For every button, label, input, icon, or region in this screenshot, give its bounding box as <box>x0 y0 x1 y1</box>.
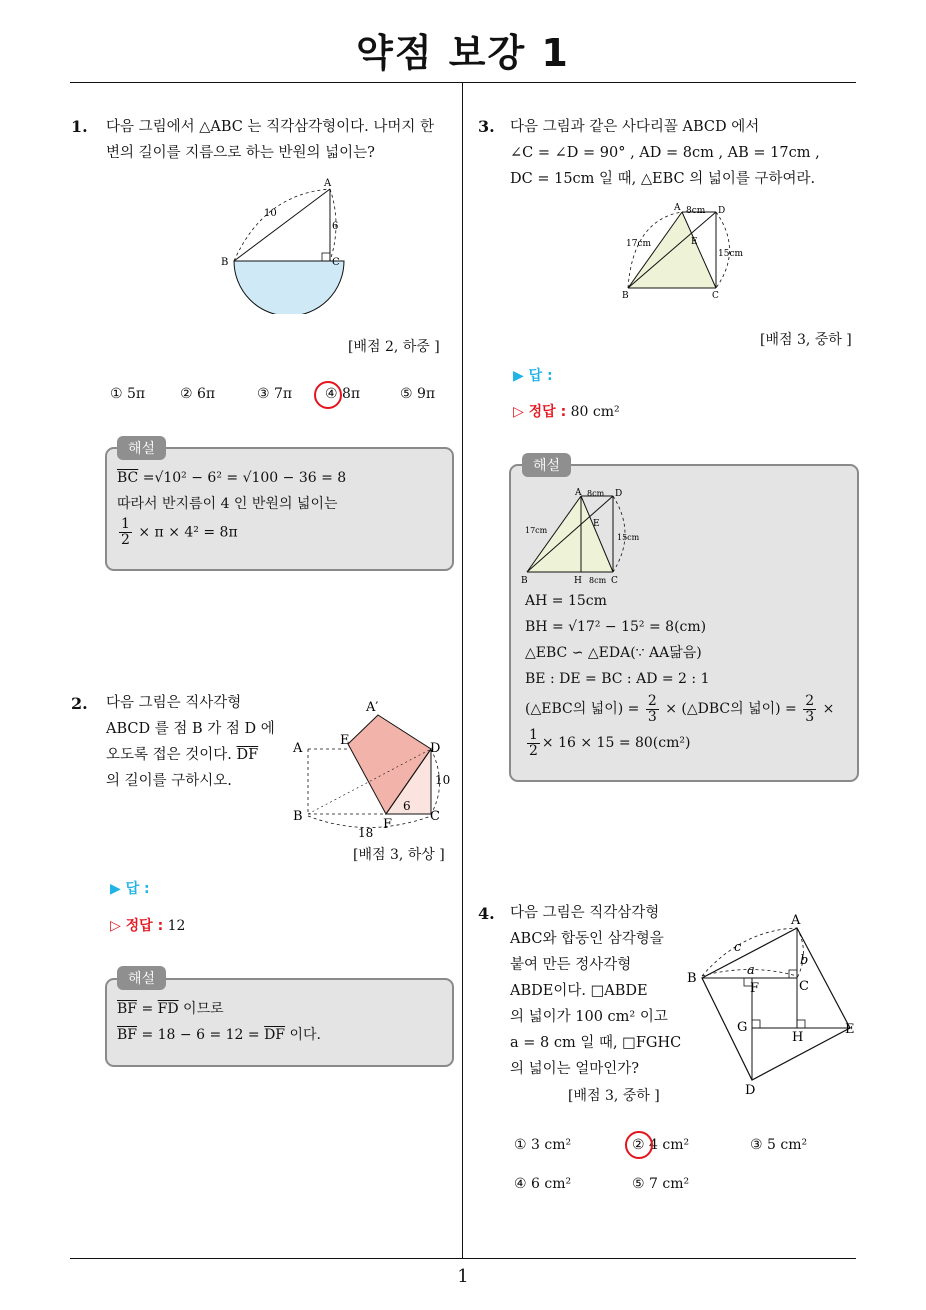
q3-sol-fig-right: 15cm <box>617 533 640 542</box>
q3-sol-fig-bottom: 8cm <box>589 576 607 585</box>
q1-sol-line1-rest: =√10² − 6² = √100 − 36 = 8 <box>138 470 347 486</box>
q2-text-line2: ABCD 를 점 B 가 점 D 에 <box>106 721 275 737</box>
q3-solution-tag: 해설 <box>522 453 571 477</box>
q1-sol-line3 <box>117 517 346 548</box>
q1-number: 1. <box>71 117 88 136</box>
q4-text-line6: a = 8 cm 일 때, □FGHC <box>510 1035 682 1051</box>
q2-number: 2. <box>71 694 88 713</box>
q4-text-line3: 붙여 만든 정사각형 <box>510 957 632 973</box>
q3-sol-frac2-num: 2 <box>805 692 815 709</box>
q2-text-line3-text: 오도록 접은 것이다. <box>106 747 232 763</box>
q3-sol-line6-rest: × 16 × 15 = 80(cm²) <box>541 735 691 751</box>
q4-fig-label-a-small: a <box>747 963 755 978</box>
q3-fig-label-b: B <box>622 291 629 301</box>
q1-sol-bc: $\overline{BC}$ <box>117 470 139 486</box>
q3-meta: [배점 3, 중하 ] <box>760 332 852 348</box>
q3-fig-label-e: E <box>691 237 698 247</box>
page-number: 1 <box>457 1266 469 1287</box>
q4-fig-label-a: A <box>791 913 801 928</box>
q4-choices-row1 <box>514 1137 840 1153</box>
q3-sol-fig-h: H <box>574 576 582 586</box>
q1-sol-line1 <box>117 465 346 491</box>
q4-fig-label-h: H <box>792 1030 804 1045</box>
q3-sol-frac-1 <box>646 694 659 725</box>
q2-sol-df: $\overline{DF}$ <box>264 1027 286 1043</box>
q1-sol-line3-rest: × π × 4² = 8π <box>138 524 238 541</box>
q4-text-line5: 의 넓이가 100 cm² 이고 <box>510 1009 668 1025</box>
q3-sol-fig-a: A <box>575 488 582 498</box>
q1-solution-body <box>117 465 346 548</box>
q1-choice-1[interactable]: ① 5π <box>110 386 146 402</box>
q3-sol-line5-a: (△EBC의 넓이) = <box>525 701 644 717</box>
q2-fig-label-side: 10 <box>435 773 451 787</box>
q3-fig-label-a: A <box>674 203 681 213</box>
q1-choice-4[interactable]: ④ 8π <box>325 386 361 402</box>
q4-fig-label-c: C <box>799 979 809 994</box>
q1-text <box>106 114 434 166</box>
q3-correct-value: 80 cm² <box>570 404 620 420</box>
q3-text-line2: ∠C = ∠D = 90° , AD = 8cm , AB = 17cm , <box>510 145 820 161</box>
q3-sol-fig-top: 8cm <box>587 489 605 498</box>
q1-text-line1: 다음 그림에서 △ABC 는 직각삼각형이다. 나머지 한 <box>106 119 435 135</box>
q1-text-line2: 변의 길이를 지름으로 하는 반원의 넓이는? <box>106 145 375 161</box>
q1-solution-tag: 해설 <box>117 436 166 460</box>
q3-sol-line5: (△EBC의 넓이) = $\frac{2}{3}$ × (△DBC의 넓이) = $\frac{2}{3}$ × <box>525 692 835 725</box>
q2-text-line3 <box>106 742 275 768</box>
q4-text-line2: ABC와 합동인 삼각형을 <box>510 931 664 947</box>
q1-sol-line2: 따라서 반지름이 4 인 반원의 넓이는 <box>117 496 338 512</box>
q2-fig-label-f: F <box>383 817 393 832</box>
q3-sol-frac2-den: 3 <box>805 708 815 725</box>
footer-rule <box>70 1258 856 1259</box>
q3-fig-label-right: 15cm <box>718 249 744 259</box>
q3-fig-label-d: D <box>718 206 726 216</box>
q3-solution-box <box>509 464 859 782</box>
q2-fig-label-a: A <box>293 741 303 756</box>
q3-sol-line5-b: × (△DBC의 넓이) = <box>660 701 802 717</box>
q1-choice-5[interactable]: ⑤ 9π <box>400 386 436 402</box>
q1-selected-mark <box>314 381 342 409</box>
q3-answer-label[interactable]: ▶ 답 : <box>513 368 553 384</box>
header-rule <box>70 82 856 83</box>
q2-answer-label[interactable]: ▶ 답 : <box>110 881 150 897</box>
q3-sol-fig-left: 17cm <box>525 526 548 535</box>
q2-sol-bf: $\overline{BF}$ <box>117 1001 138 1017</box>
q3-sol-fig-e: E <box>593 519 600 529</box>
q3-correct-label: ▷ 정답 : <box>513 404 567 420</box>
q4-text-line7: 의 넓이는 얼마인가? <box>510 1061 640 1077</box>
q4-fig-label-b-small: b <box>800 953 809 968</box>
q2-text-line1: 다음 그림은 직사각형 <box>106 695 242 711</box>
q3-sol-frac3-den: 2 <box>529 742 538 759</box>
q4-choice-5[interactable]: ⑤ 7 cm² <box>632 1176 690 1192</box>
q2-meta: [배점 3, 하상 ] <box>353 847 445 863</box>
q3-sol-fig-d: D <box>615 489 623 499</box>
q3-fig-label-left: 17cm <box>626 239 652 249</box>
q3-sol-line1: AH = 15cm <box>525 593 607 609</box>
q1-fig-label-a: A <box>324 178 332 189</box>
q3-sol-line6 <box>525 726 834 760</box>
q2-fig-label-fc: 6 <box>403 799 411 813</box>
q4-fig-label-d: D <box>745 1083 756 1098</box>
q1-figure <box>214 174 354 314</box>
q3-sol-figure <box>517 488 657 588</box>
q1-fig-label-hyp: 10 <box>264 208 277 219</box>
page-title: 약점 보강 1 <box>356 31 570 75</box>
q4-text-line4: ABDE이다. □ABDE <box>510 983 648 999</box>
q2-correct <box>110 915 185 935</box>
q4-choice-1[interactable]: ① 3 cm² <box>514 1137 572 1153</box>
q3-sol-line4: BE : DE = BC : AD = 2 : 1 <box>525 671 710 687</box>
q1-choice-2[interactable]: ② 6π <box>180 386 216 402</box>
q2-fig-label-b: B <box>293 809 303 824</box>
q3-sol-frac1-den: 3 <box>647 708 657 725</box>
q3-sol-line3: △EBC ∽ △EDA(∵ AA닮음) <box>525 645 702 661</box>
q3-sol-frac3-num: 1 <box>529 726 538 743</box>
q1-fig-label-b: B <box>221 257 229 268</box>
q1-meta: [배점 2, 하중 ] <box>348 339 440 355</box>
q2-sol-bf2: $\overline{BF}$ <box>117 1027 138 1043</box>
q3-sol-frac-2 <box>803 694 816 725</box>
q2-sol-line2-end: 이다. <box>285 1027 321 1043</box>
q2-sol-line1 <box>117 996 321 1022</box>
q1-choices <box>110 386 460 402</box>
q1-choice-3[interactable]: ③ 7π <box>257 386 293 402</box>
q3-solution-body <box>525 588 834 760</box>
q2-fig-label-aprime: A′ <box>366 700 379 715</box>
q4-number: 4. <box>478 904 495 923</box>
q2-solution-tag: 해설 <box>117 966 166 990</box>
q3-text-line1: 다음 그림과 같은 사다리꼴 ABCD 에서 <box>510 119 760 135</box>
q4-fig-label-g: G <box>737 1020 748 1035</box>
q1-fig-label-c: C <box>332 257 340 268</box>
q4-choice-2[interactable]: ② 4 cm² <box>632 1137 690 1153</box>
q4-fig-label-c-small: c <box>734 940 742 955</box>
q2-text-df: $\overline{DF}$ <box>236 747 259 763</box>
q2-correct-value: 12 <box>167 918 186 934</box>
q4-meta: [배점 3, 중하 ] <box>568 1088 660 1104</box>
q3-text-line3: DC = 15cm 일 때, △EBC 의 넓이를 구하여라. <box>510 171 816 187</box>
q2-correct-label: ▷ 정답 : <box>110 918 164 934</box>
q1-fig-label-side: 6 <box>332 221 339 232</box>
q2-sol-fd: $\overline{FD}$ <box>157 1001 179 1017</box>
q3-sol-fig-c: C <box>611 576 618 586</box>
q2-text-line4: 의 길이를 구하시오. <box>106 773 232 789</box>
q3-sol-frac-3 <box>527 728 540 759</box>
q3-figure <box>618 200 758 305</box>
column-divider <box>462 83 463 1258</box>
q4-selected-mark <box>625 1131 653 1159</box>
q3-correct <box>513 401 620 421</box>
q2-text <box>106 690 275 794</box>
q2-figure <box>288 694 458 844</box>
q4-text <box>510 900 681 1082</box>
q4-choices-row2 <box>514 1176 750 1192</box>
q1-sol-frac <box>119 517 132 548</box>
q3-sol-line2: BH = √17² − 15² = 8(cm) <box>525 619 707 635</box>
q1-sol-frac-den: 2 <box>121 532 130 548</box>
q4-figure <box>682 908 862 1098</box>
q1-solution-box <box>105 447 454 571</box>
q2-solution-box <box>105 978 454 1067</box>
q2-sol-calc: = 18 − 6 = 12 = <box>137 1027 265 1043</box>
q3-sol-frac1-num: 2 <box>647 692 657 709</box>
q4-fig-label-e: E <box>845 1022 855 1037</box>
q3-text <box>510 114 820 192</box>
q3-sol-fig-b: B <box>521 576 528 586</box>
q4-fig-label-b: B <box>687 971 697 986</box>
q2-fig-label-bc: 18 <box>358 826 374 840</box>
q4-choice-3[interactable]: ③ 5 cm² <box>750 1137 808 1153</box>
q2-fig-label-d: D <box>430 741 441 756</box>
q1-sol-frac-num: 1 <box>121 516 130 532</box>
q3-fig-label-c: C <box>712 291 719 301</box>
q2-sol-eq: = <box>137 1001 158 1017</box>
q4-fig-label-f: F <box>750 981 760 996</box>
q2-fig-label-e: E <box>340 733 350 748</box>
q2-fig-label-c: C <box>430 809 440 824</box>
q4-choice-4[interactable]: ④ 6 cm² <box>514 1176 572 1192</box>
q3-number: 3. <box>478 117 495 136</box>
q2-solution-body <box>117 996 321 1048</box>
q4-text-line1: 다음 그림은 직각삼각형 <box>510 905 660 921</box>
q3-fig-label-top: 8cm <box>686 206 706 216</box>
q2-sol-line2 <box>117 1022 321 1048</box>
q2-sol-line1-end: 이므로 <box>178 1001 224 1017</box>
